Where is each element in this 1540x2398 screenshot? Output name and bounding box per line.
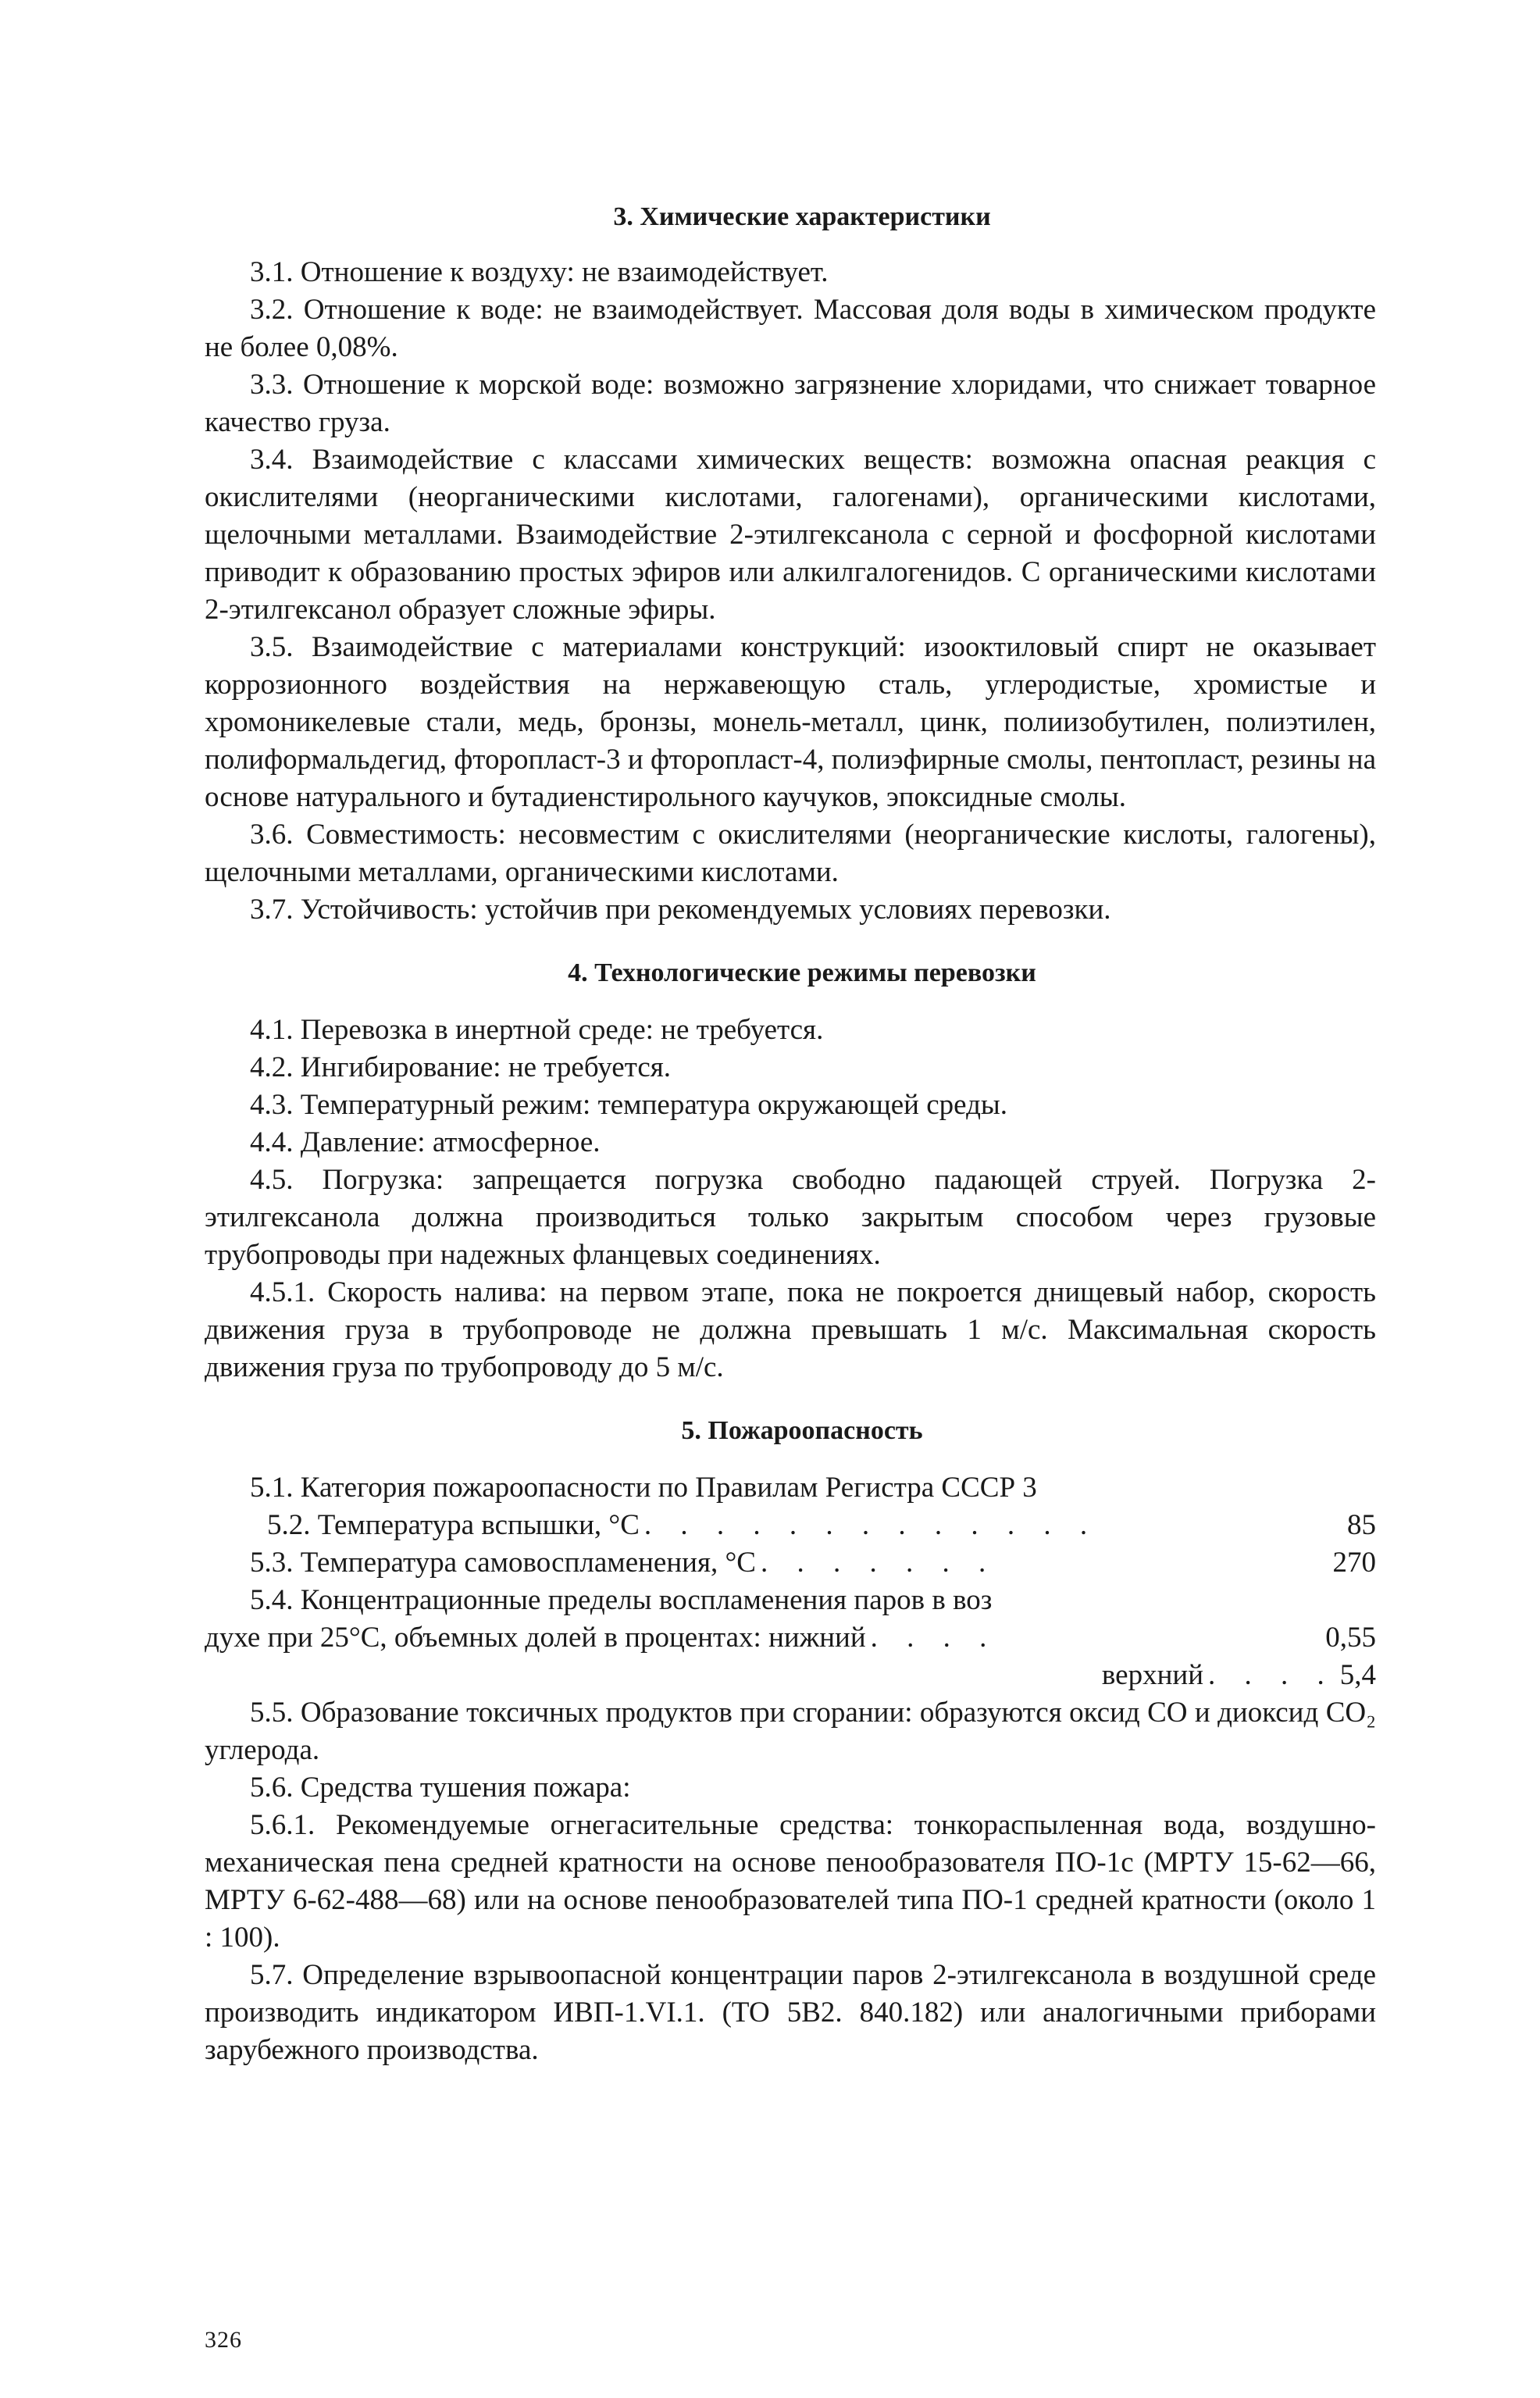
page-body	[205, 199, 1376, 2069]
lower-limit-value: 0,55	[1325, 1622, 1376, 1654]
paragraph-4-2: 4.2. Ингибирование: не требуется.	[250, 1051, 672, 1083]
paragraph-5-1: 5.1. Категория пожароопасности по Правилам Регистра СССР 3	[250, 1472, 1037, 1504]
paragraph-3-7: 3.7. Устойчивость: устойчив при рекомендуемых условиях перевозки.	[250, 894, 1111, 926]
fire-property-lower-limit	[205, 1619, 1376, 1657]
leader-dots: . . . . . . .	[760, 1547, 997, 1579]
paragraph-4-4: 4.4. Давление: атмосферное.	[250, 1126, 601, 1158]
paragraph-3-2: 3.2. Отношение к воде: не взаимодействует. Массовая доля воды в химическом продукте не более 0,08%.	[205, 294, 1376, 363]
fire-property-upper-limit	[205, 1657, 1376, 1694]
paragraph-5-5: 5.5. Образование токсичных продуктов при сгорании: образуются оксид СО и диоксид СО₂ углерода.	[205, 1697, 1376, 1766]
paragraph-4-1: 4.1. Перевозка в инертной среде: не требуется.	[250, 1014, 824, 1046]
leader-dots: . . . .	[870, 1622, 998, 1654]
section-4-title: 4. Технологические режимы перевозки	[568, 958, 1036, 987]
leader-dots: . . . . . . . . . . . . .	[643, 1509, 1099, 1541]
flash-point-value: 85	[1347, 1509, 1376, 1541]
leader-dots: . . . .	[1208, 1659, 1335, 1691]
paragraph-3-5: 3.5. Взаимодействие с материалами конструкций: изооктиловый спирт не оказывает коррозионного воздействия на нержавеющую сталь, углеродистые, хромистые и хромоникелевые стали, медь, бронзы, монель-металл, цинк, полиизобутилен, полиэтилен, полиформальдегид, фторопласт-3 и фторопласт-4, полиэфирные смолы, пентопласт, резины на основе натурального и бутадиенстирольного каучуков, эпоксидные смолы.	[205, 631, 1376, 813]
paragraph-3-1: 3.1. Отношение к воздуху: не взаимодействует.	[250, 256, 829, 288]
page-number: 326	[205, 2327, 242, 2353]
flash-point-label: 5.2. Температура вспышки, °С	[267, 1509, 640, 1541]
section-5-title: 5. Пожароопасность	[681, 1416, 923, 1445]
paragraph-5-6-1: 5.6.1. Рекомендуемые огнегасительные средства: тонкораспыленная вода, воздушно-механическая пена средней кратности на основе пенообразователя ПО-1с (МРТУ 15-62—66, МРТУ 6-62-488—68) или на основе пенообразователей типа ПО-1 средней кратности (около 1 : 100).	[205, 1809, 1376, 1954]
upper-limit-value: 5,4	[1339, 1659, 1376, 1691]
upper-limit-label: верхний	[1101, 1659, 1203, 1691]
paragraph-5-6: 5.6. Средства тушения пожара:	[250, 1772, 631, 1804]
section-3-title: 3. Химические характеристики	[613, 202, 991, 231]
lower-limit-label: духе при 25°С, объемных долей в процентах: нижний	[205, 1622, 866, 1654]
fire-property-flash-point	[205, 1507, 1376, 1544]
paragraph-5-7: 5.7. Определение взрывоопасной концентрации паров 2-этилгексанола в воздушной среде производить индикатором ИВП-1.VI.1. (ТО 5В2. 840.182) или аналогичными приборами зарубежного производства.	[205, 1959, 1376, 2066]
paragraph-3-4: 3.4. Взаимодействие с классами химических веществ: возможна опасная реакция с окислителями (неорганическими кислотами, галогенами), органическими кислотами, щелочными металлами. Взаимодействие 2-этилгексанола с серной и фосфорной кислотами приводит к образованию простых эфиров или алкилгалогенидов. С органическими кислотами 2-этилгексанол образует сложные эфиры.	[205, 444, 1376, 626]
autoignition-label: 5.3. Температура самовоспламенения, °С	[250, 1547, 756, 1579]
paragraph-4-5: 4.5. Погрузка: запрещается погрузка свободно падающей струей. Погрузка 2-этилгексанола должна производиться только закрытым способом через грузовые трубопроводы при надежных фланцевых соединениях.	[205, 1164, 1376, 1271]
paragraph-4-3: 4.3. Температурный режим: температура окружающей среды.	[250, 1089, 1008, 1121]
paragraph-5-4-line-1: 5.4. Концентрационные пределы воспламенения паров в воз	[250, 1584, 993, 1616]
autoignition-value: 270	[1332, 1547, 1376, 1579]
fire-property-autoignition	[205, 1544, 1376, 1582]
paragraph-3-6: 3.6. Совместимость: несовместим с окислителями (неорганические кислоты, галогены), щелочными металлами, органическими кислотами.	[205, 819, 1376, 888]
paragraph-4-5-1: 4.5.1. Скорость налива: на первом этапе, пока не покроется днищевый набор, скорость движения груза в трубопроводе не должна превышать 1 м/с. Максимальная скорость движения груза по трубопроводу до 5 м/с.	[205, 1276, 1376, 1383]
paragraph-3-3: 3.3. Отношение к морской воде: возможно загрязнение хлоридами, что снижает товарное качество груза.	[205, 369, 1376, 438]
